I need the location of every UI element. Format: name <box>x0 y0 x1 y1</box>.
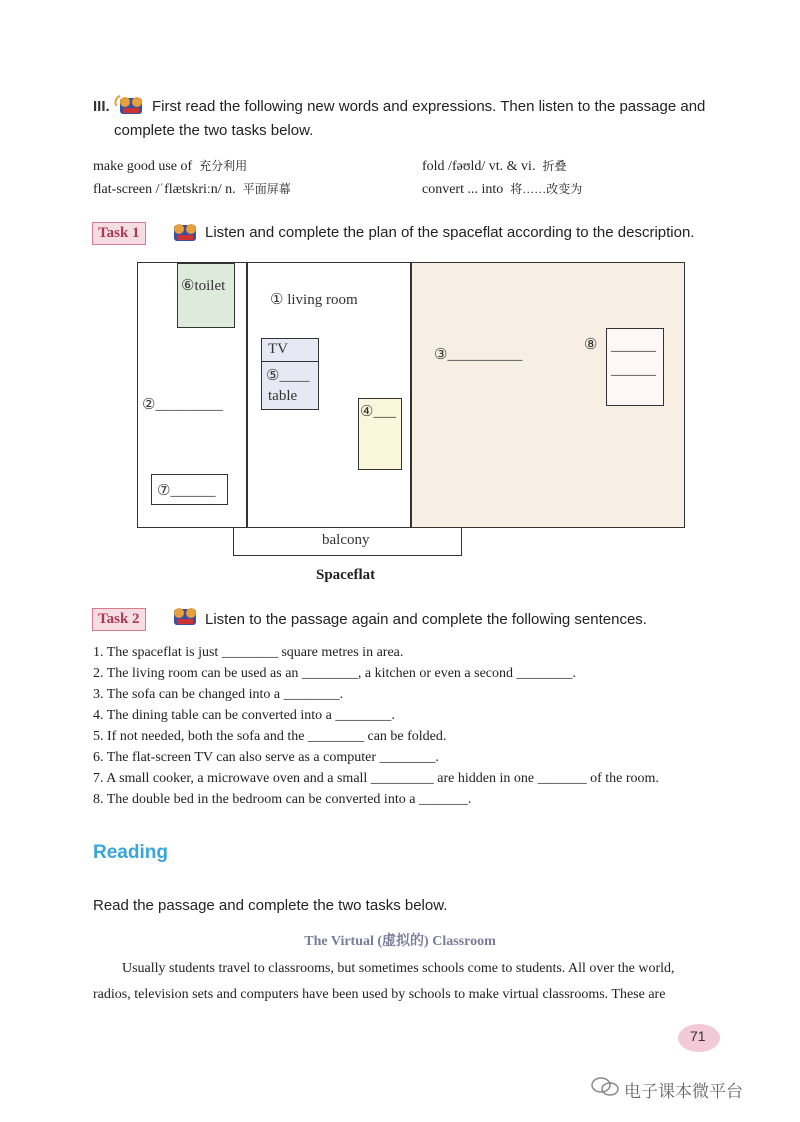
vocab-item <box>93 180 291 198</box>
plan-caption: Spaceflat <box>316 567 376 583</box>
item8-blank: ______ <box>611 362 656 378</box>
vocab-item <box>422 180 582 198</box>
wall-divider <box>410 263 412 527</box>
item7-label: ⑦______ <box>157 483 216 499</box>
sentence-item: 6. The flat-screen TV can also serve as a computer ________. <box>93 750 440 765</box>
sentence-item: 5. If not needed, both the sofa and the ________ can be folded. <box>93 729 447 744</box>
item5-label: ⑤____ <box>266 368 310 384</box>
task1-tag: Task 1 <box>92 222 146 245</box>
item8-blank: ______ <box>611 338 656 354</box>
watermark-text: 电子课本微平台 <box>624 1082 743 1101</box>
vocab-item <box>93 157 247 175</box>
chat-icon <box>590 1075 620 1104</box>
tv-label: TV <box>268 341 288 357</box>
balcony-label: balcony <box>322 532 370 548</box>
toilet-label: ⑥toilet <box>181 278 226 294</box>
page-number: 71 <box>690 1028 706 1044</box>
listening-icon <box>168 219 202 252</box>
vocab-meaning: 将……改变为 <box>510 182 583 196</box>
passage-title: The Virtual (虚拟的) Classroom <box>304 934 496 949</box>
reading-heading: Reading <box>93 842 168 863</box>
table-label: table <box>268 388 298 404</box>
vocab-term: flat-screen /ˈflætskriːn/ n. <box>93 182 236 197</box>
listening-icon <box>168 603 202 636</box>
item8-label: ⑧ <box>584 337 598 353</box>
passage-line: Usually students travel to classrooms, but sometimes schools come to students. All over the world, <box>122 961 675 976</box>
reading-instruction: Read the passage and complete the two tasks below. <box>93 897 448 914</box>
task2-instruction: Listen to the passage again and complete the following sentences. <box>205 611 647 628</box>
vocab-item <box>422 157 566 175</box>
passage-line: radios, television sets and computers have been used by schools to make virtual classrooms. These are <box>93 987 666 1002</box>
listening-icon <box>114 92 148 125</box>
task2-tag: Task 2 <box>92 608 146 631</box>
sentence-item: 1. The spaceflat is just ________ square metres in area. <box>93 645 404 660</box>
vocab-meaning: 充分利用 <box>199 159 248 173</box>
toilet-box <box>177 263 235 328</box>
tv-divider <box>262 361 318 362</box>
sentence-item: 7. A small cooker, a microwave oven and a small _________ are hidden in one _______ of the room. <box>93 771 659 786</box>
vocab-meaning: 折叠 <box>542 159 567 173</box>
vocab-term: convert ... into <box>422 182 504 197</box>
section-number: III. <box>93 98 110 115</box>
sentence-item: 4. The dining table can be converted into a ________. <box>93 708 395 723</box>
vocab-term: make good use of <box>93 159 193 174</box>
sentence-item: 8. The double bed in the bedroom can be converted into a _______. <box>93 792 472 807</box>
vocab-term: fold /fəʊld/ vt. & vi. <box>422 159 536 174</box>
section-instruction-line1: First read the following new words and expressions. Then listen to the passage and <box>152 98 706 115</box>
wall-divider <box>246 263 248 527</box>
sentence-item: 2. The living room can be used as an ________, a kitchen or even a second ________. <box>93 666 577 681</box>
item3-label: ③__________ <box>434 347 523 363</box>
vocab-meaning: 平面屏幕 <box>242 182 291 196</box>
item2-label: ②_________ <box>142 397 223 413</box>
section-instruction-line2: complete the two tasks below. <box>114 122 314 139</box>
sentence-item: 3. The sofa can be changed into a ________. <box>93 687 344 702</box>
living-room-label: ① living room <box>270 292 358 308</box>
item4-label: ④___ <box>360 404 396 420</box>
task1-instruction: Listen and complete the plan of the spaceflat according to the description. <box>205 224 695 241</box>
